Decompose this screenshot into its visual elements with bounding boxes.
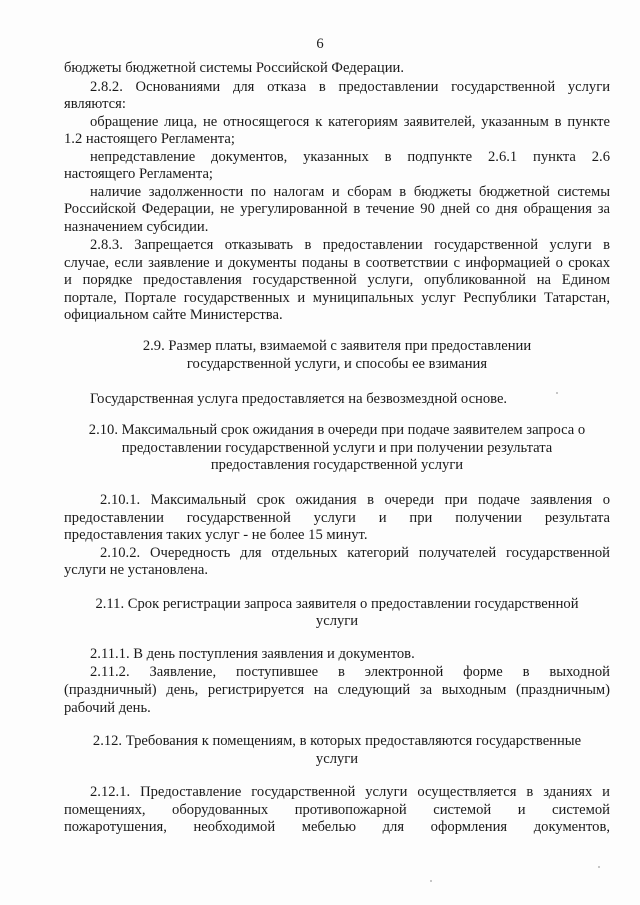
text-line: (праздничный) день, регистрируется на следующий за выходным (праздничным) [64,682,610,698]
text-line: предоставления таких услуг - не более 15 минут. [64,527,368,543]
section-heading: 2.12. Требования к помещениям, в которых предоставляются государственные [92,733,582,749]
section-heading: 2.11. Срок регистрации запроса заявителя о предоставлении государственной [95,596,579,612]
text-line: и порядке предоставления государственной услуги, опубликованной на Едином [64,272,610,288]
page-number: 6 [316,36,324,52]
text-line: рабочий день. [64,700,151,716]
section-heading: услуги [315,751,359,767]
text-line: 2.11.1. В день поступления заявления и документов. [90,646,415,662]
section-heading: предоставлении государственной услуги и при получении результата [121,440,553,456]
text-line: настоящего Регламента; [64,166,213,182]
text-line: услуги не установлена. [64,562,209,578]
section-heading: 2.9. Размер платы, взимаемой с заявителя при предоставлении [142,338,532,354]
text-line: Государственная услуга предоставляется на безвозмездной основе. [90,391,508,407]
text-line: назначением субсидии. [64,219,209,235]
text-line: случае, если заявление и документы поданы в соответствии с информацией о сроках [64,255,610,271]
text-line: бюджеты бюджетной системы Российской Федерации. [64,60,404,76]
text-line: наличие задолженности по налогам и сборам в бюджеты бюджетной системы [90,184,610,200]
section-heading: предоставления государственной услуги [210,457,464,473]
text-line: являются: [64,96,126,112]
text-line: портале, Портале государственных и муниципальных услуг Республики Татарстан, [64,290,610,306]
text-line: Российской Федерации, не урегулированной в течение 90 дней со дня обращения за [64,201,610,217]
text-line: 1.2 настоящего Регламента; [64,131,235,147]
scan-speck [556,392,558,394]
text-line: помещениях, оборудованных противопожарной системой и системой [64,802,610,818]
text-line: 2.11.2. Заявление, поступившее в электронной форме в выходной [90,664,610,680]
text-line: 2.10.1. Максимальный срок ожидания в очереди при подаче заявления о [100,492,610,508]
text-line: обращение лица, не относящегося к категориям заявителей, указанным в пункте [90,114,610,130]
scan-speck [430,880,432,882]
section-heading: услуги [315,613,359,629]
text-line: 2.12.1. Предоставление государственной услуги осуществляется в зданиях и [90,784,610,800]
text-line: пожаротушения, необходимой мебелью для оформления документов, [64,819,610,835]
text-line: 2.10.2. Очередность для отдельных категорий получателей государственной [100,545,610,561]
text-line: непредставление документов, указанных в подпункте 2.6.1 пункта 2.6 [90,149,610,165]
scan-speck [598,866,600,868]
text-line: 2.8.2. Основаниями для отказа в предоставлении государственной услуги [90,79,610,95]
text-line: 2.8.3. Запрещается отказывать в предоставлении государственной услуги в [90,237,610,253]
section-heading: государственной услуги, и способы ее взимания [186,356,488,372]
text-line: официальном сайте Министерства. [64,307,283,323]
section-heading: 2.10. Максимальный срок ожидания в очереди при подаче заявителем запроса о [88,422,586,438]
text-line: предоставлении государственной услуги и при получении результата [64,510,610,526]
